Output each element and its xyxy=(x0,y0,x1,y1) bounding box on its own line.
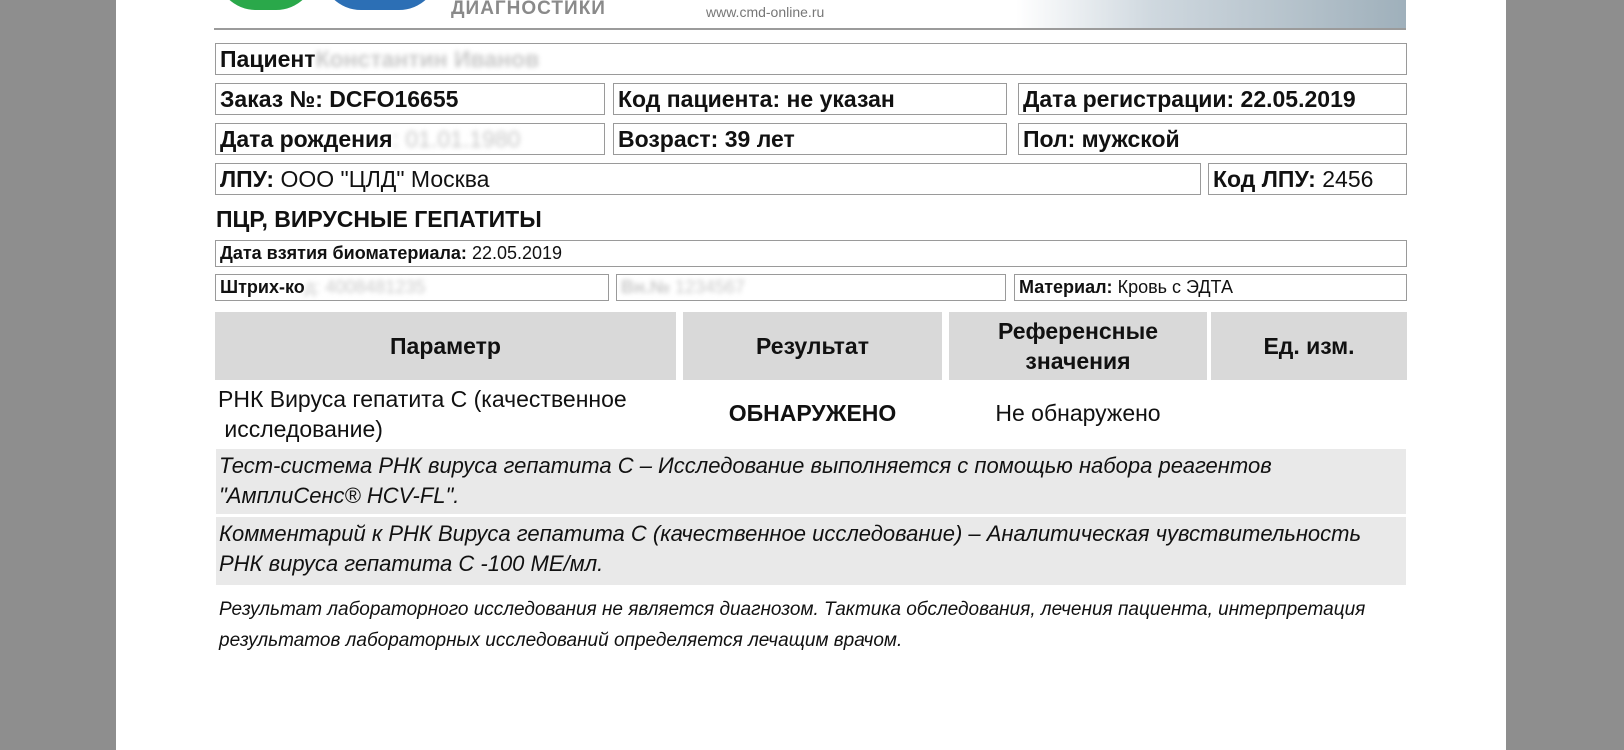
lpu-label: ЛПУ: xyxy=(220,166,275,192)
barcode-field xyxy=(215,274,609,301)
registration-date-field xyxy=(1018,83,1407,115)
section-title: ПЦР, ВИРУСНЫЕ ГЕПАТИТЫ xyxy=(216,206,542,232)
birth-date-field xyxy=(215,123,605,155)
material-label: Материал: xyxy=(1019,277,1113,297)
order-number: Заказ №: DCFO16655 xyxy=(220,86,459,112)
patient-field xyxy=(215,43,1407,75)
disclaimer: Результат лабораторного исследования не является диагнозом. Тактика обследования, лечения пациента, интерпретация результатов лабораторных исследований определяется лечащим врачом. xyxy=(219,599,1366,651)
age-field xyxy=(613,123,1007,155)
patient-code-field xyxy=(613,83,1007,115)
column-header-result: Результат xyxy=(683,312,942,380)
test-system-note: Тест-система РНК вируса гепатита С – Исследование выполняется с помощью набора реагентов "АмплиСенс® HCV-FL". xyxy=(216,449,1406,514)
document-page xyxy=(116,0,1506,750)
material-field xyxy=(1014,274,1407,301)
inner-number-label: Вн.№ xyxy=(621,277,670,297)
result-parameter-line2: исследование) xyxy=(218,416,383,442)
comment-note: Комментарий к РНК Вируса гепатита С (качественное исследование) – Аналитическая чувствительность РНК вируса гепатита С -100 МЕ/мл. xyxy=(216,517,1406,585)
patient-name-redacted: Константин Иванов xyxy=(315,46,540,72)
order-number-field xyxy=(215,83,605,115)
result-parameter xyxy=(218,384,678,444)
inner-number-field xyxy=(616,274,1006,301)
logo-mark-blue xyxy=(321,0,439,10)
lpu-field xyxy=(215,163,1201,195)
lpu-code-value: 2456 xyxy=(1322,166,1374,192)
header-divider xyxy=(214,28,1406,30)
result-parameter-line1: РНК Вируса гепатита С (качественное xyxy=(218,386,627,412)
barcode-redacted: д: 4008481235 xyxy=(304,277,426,297)
logo-mark-green xyxy=(216,0,316,10)
sample-date-value: 22.05.2019 xyxy=(471,243,563,263)
patient-label: Пациент xyxy=(220,46,316,72)
column-header-parameter: Параметр xyxy=(215,312,676,380)
logo-subtitle: ДИАГНОСТИКИ xyxy=(451,0,606,19)
website-url: www.cmd-online.ru xyxy=(706,4,825,20)
lpu-value: ООО "ЦЛД" Москва xyxy=(280,166,490,192)
material-value: Кровь с ЭДТА xyxy=(1117,277,1233,297)
registration-date: Дата регистрации: 22.05.2019 xyxy=(1023,86,1356,112)
barcode-label: Штрих-ко xyxy=(220,277,305,297)
lpu-code-field xyxy=(1208,163,1407,195)
sample-date-field xyxy=(215,240,1407,267)
header-photo xyxy=(1016,0,1406,28)
birth-date-label: Дата рождения xyxy=(220,126,393,152)
column-header-reference: Референсные значения xyxy=(949,312,1207,380)
column-header-unit: Ед. изм. xyxy=(1211,312,1407,380)
sex-field xyxy=(1018,123,1407,155)
result-value: ОБНАРУЖЕНО xyxy=(728,400,897,426)
inner-number-redacted: 1234567 xyxy=(674,277,746,297)
age: Возраст: 39 лет xyxy=(618,126,795,152)
sex: Пол: мужской xyxy=(1023,126,1180,152)
sample-date-label: Дата взятия биоматериала: xyxy=(220,243,467,263)
lpu-code-label: Код ЛПУ: xyxy=(1213,166,1316,192)
birth-date-redacted: : 01.01.1980 xyxy=(392,126,521,152)
reference-value: Не обнаружено xyxy=(995,400,1161,426)
patient-code: Код пациента: не указан xyxy=(618,86,895,112)
